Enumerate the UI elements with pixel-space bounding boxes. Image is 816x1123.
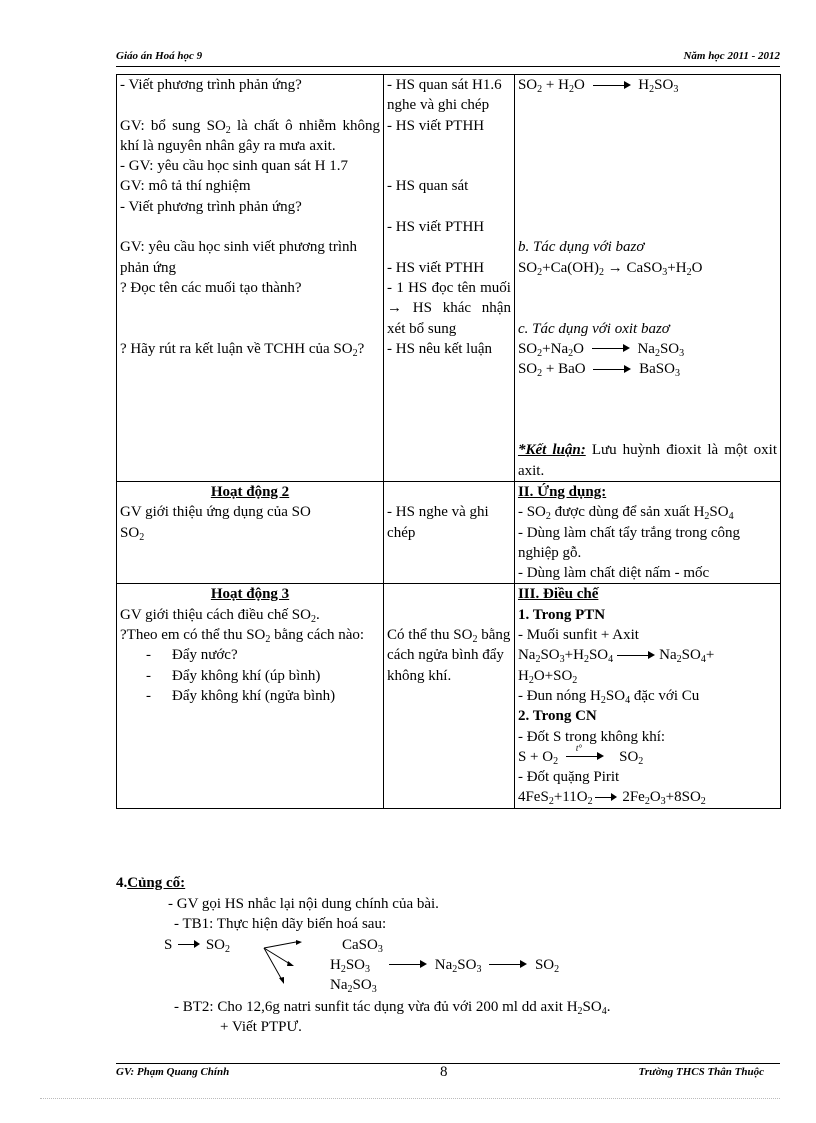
reaction-scheme: S $SO_2$ CaSO$_3$ $H_2SO_3$ $Na_2SO_3$ $SO_2$ $Na_2SO_3$ xyxy=(164,936,560,995)
student-line: - 1 HS đọc tên muối → HS khác nhận xét bổ sung xyxy=(387,279,511,337)
equation: $SO_2+Ca(OH)_2$ → $CaSO_3+H_2O$ xyxy=(517,259,703,278)
footer-left: GV: Phạm Quang Chính xyxy=(116,1066,230,1078)
option-item: - Đẩy nước? xyxy=(120,645,380,665)
teacher-cell xyxy=(117,584,384,808)
student-cell xyxy=(384,481,515,583)
content-line: - Dùng làm chất diệt nấm - mốc xyxy=(517,565,710,582)
content-cell xyxy=(514,75,780,482)
teacher-line: - Viết phương trình phản ứng? xyxy=(120,198,302,215)
option-item: - Đẩy không khí (ngửa bình) xyxy=(120,686,380,706)
page-number: 8 xyxy=(440,1064,448,1080)
content-cell xyxy=(514,584,780,808)
header-left: Giáo án Hoá học 9 xyxy=(116,50,203,62)
equation: $Na_2SO_3+H_2SO_4$ $Na_2SO_4+$ xyxy=(517,647,715,666)
equation: $SO_2+Na_2O$ $Na_2SO_3$ xyxy=(517,340,685,359)
equation: $SO_2 + H_2O$ $H_2SO_3$ xyxy=(517,77,679,95)
equation: $SO_2$ + BaO BaSO$_3$ xyxy=(517,361,680,380)
subsection-title: 1. Trong PTN xyxy=(517,606,606,623)
section-title: II. Ứng dụng: xyxy=(517,483,607,500)
student-line: - HS viết PTHH xyxy=(387,219,485,236)
header-divider xyxy=(116,66,780,67)
footer-right: Trường THCS Thân Thuộc xyxy=(638,1066,764,1078)
content-cell xyxy=(514,481,780,583)
temperature-label: t° xyxy=(575,742,582,753)
table-row xyxy=(117,75,781,482)
student-line: - HS nghe và ghi chép xyxy=(387,504,489,541)
content-line: - $SO_2$ được dùng để sản xuất $H_2SO_4$ xyxy=(517,504,734,523)
equation: $4FeS_2+11O_2$ $2Fe_2O_3+8SO_2$ xyxy=(517,789,706,808)
activity-title: Hoạt động 2 xyxy=(210,483,290,500)
teacher-line: ? Đọc tên các muối tạo thành? xyxy=(120,279,302,296)
student-line: - HS nêu kết luận xyxy=(387,340,493,357)
student-line: - HS quan sát H1.6 nghe và ghi chép xyxy=(387,77,502,114)
summary-section xyxy=(116,873,796,1038)
teacher-line: GV: bổ sung $SO_2$ là chất ô nhiễm không khí là nguyên nhân gây ra mưa axit. xyxy=(120,117,381,154)
footer-divider xyxy=(116,1063,780,1064)
content-line: - Đốt S trong không khí: xyxy=(517,728,666,745)
content-line: - Đốt quặng Pirit xyxy=(517,769,620,786)
subsection-title: c. Tác dụng với oxit bazơ xyxy=(517,320,670,337)
content-line: - Đun nóng $H_2SO_4$ đặc với Cu xyxy=(517,687,700,706)
header-right: Năm học 2011 - 2012 xyxy=(683,50,780,62)
student-line: - HS viết PTHH xyxy=(387,259,485,276)
equation: $H_2O+SO_2$ xyxy=(517,667,578,686)
activity-title: Hoạt động 3 xyxy=(210,586,290,603)
option-item: - Đẩy không khí (úp bình) xyxy=(120,666,380,686)
subsection-title: 2. Trong CN xyxy=(517,708,597,725)
student-line: Có thể thu $SO_2$ bằng cách ngửa bình đẩy không khí. xyxy=(387,627,511,684)
student-cell xyxy=(384,75,515,482)
summary-heading: 4.Củng cố: xyxy=(116,875,186,891)
summary-line: - BT2: Cho 12,6g natri sunfit tác dụng vừa đủ với 200 ml dd axit $H_2SO_4$. xyxy=(174,998,611,1017)
student-line: - HS viết PTHH xyxy=(387,117,485,134)
teacher-line: GV giới thiệu cách điều chế $SO_2$. xyxy=(120,606,320,625)
teacher-line: GV giới thiệu ứng dụng của SO $SO_2$ xyxy=(120,504,311,543)
teacher-line: - GV: yêu cầu học sinh quan sát H 1.7 xyxy=(120,158,349,175)
table-row xyxy=(117,481,781,583)
student-line: - HS quan sát xyxy=(387,178,469,195)
summary-line: - TB1: Thực hiện dãy biến hoá sau: xyxy=(174,916,387,932)
student-cell xyxy=(384,584,515,808)
content-line: - Dùng làm chất tẩy trắng trong công nghiệp gỗ. xyxy=(517,524,740,561)
summary-line: - GV gọi HS nhắc lại nội dung chính của bài. xyxy=(168,895,439,912)
summary-line: + Viết PTPƯ. xyxy=(220,1019,302,1035)
teacher-line: ? Hãy rút ra kết luận về TCHH của $SO_2$? xyxy=(120,340,365,359)
subsection-title: b. Tác dụng với bazơ xyxy=(517,239,645,256)
teacher-line: GV: mô tả thí nghiệm xyxy=(120,178,251,195)
table-row xyxy=(117,584,781,808)
teacher-line: ?Theo em có thể thu $SO_2$ bằng cách nào: xyxy=(120,627,365,646)
page-edge xyxy=(40,1098,780,1099)
equation: $S + O_2$ t° $SO_2$ xyxy=(518,747,777,767)
lesson-table xyxy=(116,74,781,809)
branch-arrows xyxy=(262,940,308,986)
conclusion: *Kết luận: Lưu huỳnh đioxit là một oxit axit. xyxy=(517,442,777,479)
teacher-line: GV: yêu cầu học sinh viết phương trình phản ứng xyxy=(120,239,357,276)
teacher-line: - Viết phương trình phản ứng? xyxy=(120,77,302,93)
teacher-cell xyxy=(117,75,384,482)
section-title: III. Điều chế xyxy=(517,586,599,603)
content-line: - Muối sunfit + Axit xyxy=(517,627,639,644)
teacher-cell xyxy=(117,481,384,583)
